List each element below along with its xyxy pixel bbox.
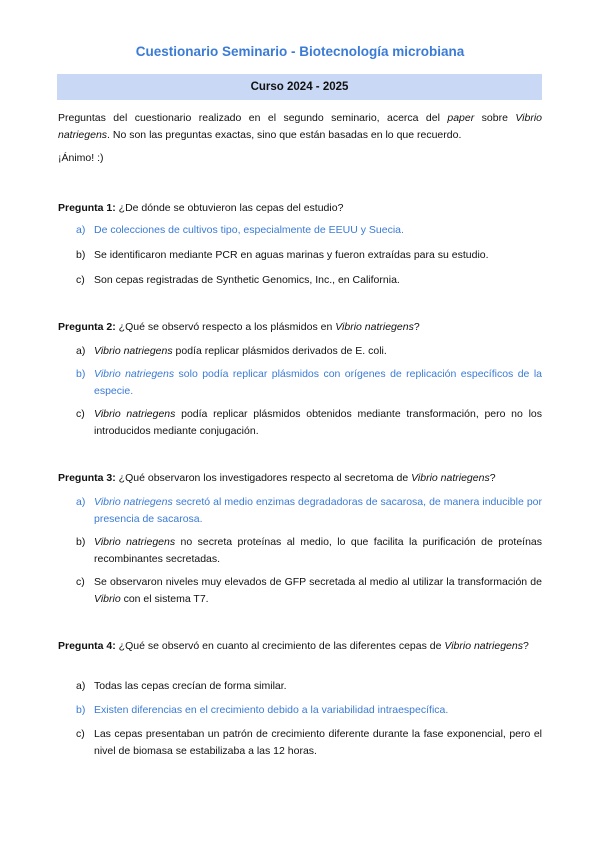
intro-species: Vibrio natriegens — [58, 112, 542, 141]
question-3-end: ? — [489, 472, 496, 484]
option-text: Todas las cepas crecían de forma similar. — [94, 680, 287, 692]
option-body: no secreta proteínas al medio, lo que facilita la purificación de proteínas recombinantes secretadas. — [94, 536, 543, 565]
option-text — [94, 406, 542, 440]
intro-paragraph — [58, 110, 542, 144]
question-3-text: ¿Qué observaron los investigadores respecto al secretoma de — [115, 472, 412, 484]
option-text — [94, 366, 542, 400]
option-body: solo podía replicar plásmidos con orígenes de replicación específicos de la especie. — [94, 368, 542, 397]
question-4-option-c — [76, 726, 542, 760]
intro-text-3: . No son las preguntas exactas, sino que están basadas en lo que recuerdo. — [107, 129, 462, 141]
option-species: Vibrio — [94, 593, 121, 605]
course-banner: Curso 2024 - 2025 — [57, 74, 542, 100]
question-3-label: Pregunta 3: — [58, 472, 116, 484]
option-text: Existen diferencias en el crecimiento debido a la variabilidad intraespecífica. — [94, 704, 449, 716]
question-2-text: ¿Qué se observó respecto a los plásmidos en — [115, 321, 336, 333]
option-text: Las cepas presentaban un patrón de crecimiento diferente durante la fase exponencial, pero el nivel de biomasa se estabilizaba a las 12 horas. — [94, 728, 542, 757]
option-letter: b) — [76, 536, 86, 548]
question-2 — [58, 319, 542, 335]
option-species: Vibrio natriegens — [94, 368, 175, 380]
question-2-label: Pregunta 2: — [58, 321, 116, 333]
question-4-option-b — [76, 702, 542, 719]
option-body-start: Se observaron niveles muy elevados de GFP secretada al medio al utilizar la transformación de — [94, 576, 542, 588]
option-text — [94, 574, 542, 608]
question-3-option-a — [76, 494, 542, 528]
question-2-species: Vibrio natriegens — [335, 321, 414, 333]
option-letter: c) — [76, 576, 85, 588]
option-letter: c) — [76, 274, 85, 286]
option-text — [94, 494, 542, 528]
question-4-label: Pregunta 4: — [58, 640, 116, 652]
question-1-option-a — [76, 222, 542, 239]
option-text: Se identificaron mediante PCR en aguas marinas y fueron extraídas para su estudio. — [94, 249, 489, 261]
option-body: podía replicar plásmidos obtenidos mediante transformación, pero no los introducidos mediante conjugación. — [94, 408, 542, 437]
question-3 — [58, 470, 542, 486]
question-3-option-b — [76, 534, 542, 568]
question-3-species: Vibrio natriegens — [411, 472, 490, 484]
question-4-option-a — [76, 678, 542, 695]
option-letter: a) — [76, 680, 86, 692]
option-body: con el sistema T7. — [120, 593, 209, 605]
question-4 — [58, 638, 542, 654]
question-2-option-a — [76, 343, 542, 360]
option-letter: b) — [76, 249, 86, 261]
intro-paper: paper — [447, 112, 475, 124]
question-3-option-c — [76, 574, 542, 608]
option-species: Vibrio natriegens — [94, 345, 173, 357]
encouragement-text: ¡Ánimo! :) — [58, 152, 104, 164]
question-1-option-c — [76, 272, 542, 289]
question-1 — [58, 200, 542, 216]
option-body: podía replicar plásmidos derivados de E. coli. — [172, 345, 387, 357]
option-body: secretó al medio enzimas degradadoras de sacarosa, de manera inducible por presencia de sacarosa. — [94, 496, 543, 525]
option-text — [94, 343, 542, 360]
option-species: Vibrio natriegens — [94, 536, 176, 548]
question-1-option-b — [76, 247, 542, 264]
option-letter: b) — [76, 704, 86, 716]
intro-text-2: sobre — [474, 112, 516, 124]
document-title: Cuestionario Seminario - Biotecnología microbiana — [135, 44, 465, 59]
option-species: Vibrio natriegens — [94, 408, 176, 420]
option-letter: c) — [76, 728, 85, 740]
option-text: De colecciones de cultivos tipo, especialmente de EEUU y Suecia. — [94, 224, 404, 236]
option-text: Son cepas registradas de Synthetic Genomics, Inc., en California. — [94, 274, 400, 286]
option-species: Vibrio natriegens — [94, 496, 173, 508]
question-4-end: ? — [522, 640, 529, 652]
option-letter: b) — [76, 368, 86, 380]
option-text — [94, 534, 542, 568]
option-letter: a) — [76, 345, 86, 357]
option-letter: a) — [76, 224, 86, 236]
intro-text-1: Preguntas del cuestionario realizado en el segundo seminario, acerca del — [58, 112, 448, 124]
question-1-text: ¿De dónde se obtuvieron las cepas del estudio? — [115, 202, 344, 214]
option-letter: c) — [76, 408, 85, 420]
option-letter: a) — [76, 496, 86, 508]
question-2-option-c — [76, 406, 542, 440]
question-1-label: Pregunta 1: — [58, 202, 116, 214]
question-2-option-b — [76, 366, 542, 400]
question-4-species: Vibrio natriegens — [444, 640, 523, 652]
question-2-end: ? — [413, 321, 420, 333]
question-4-text: ¿Qué se observó en cuanto al crecimiento de las diferentes cepas de — [115, 640, 445, 652]
